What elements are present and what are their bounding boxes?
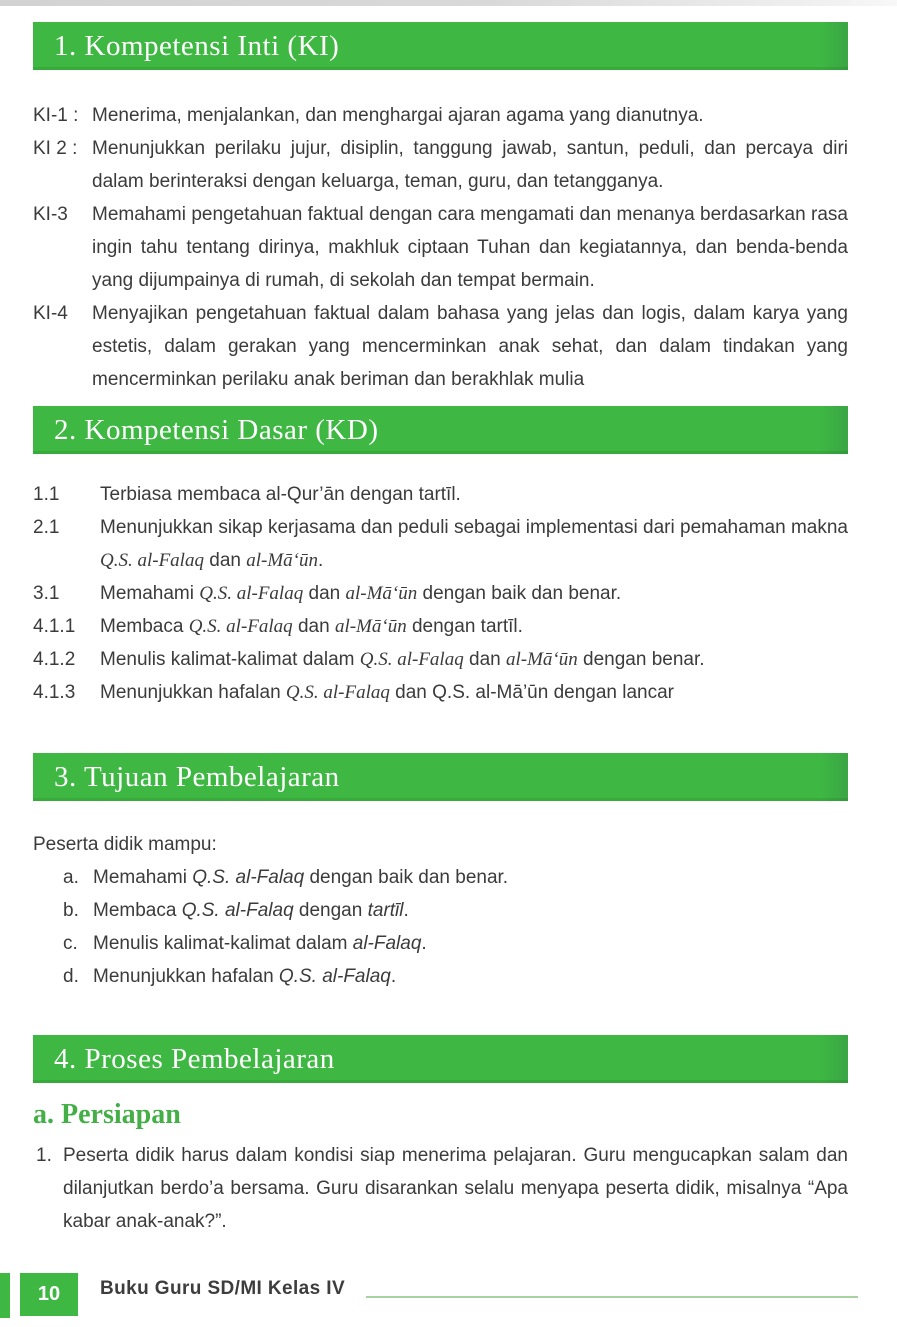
section-header-tujuan-pembelajaran: [33, 753, 848, 801]
list-item-text: Menunjukkan hafalan Q.S. al-Falaq dan Q.S. al-Mā’ūn dengan lancar: [100, 682, 675, 703]
list-item-label: b.: [63, 900, 79, 921]
list-item-label: 4.1.3: [33, 682, 76, 703]
list-item-text: Membaca Q.S. al-Falaq dan al-Mā‘ūn dengan tartīl.: [100, 616, 523, 637]
list-item-label: 4.1.2: [33, 649, 76, 670]
list-item: [63, 927, 848, 960]
list-item: [33, 676, 848, 709]
list-item: [63, 894, 848, 927]
section-title: 4. Proses Pembelajaran: [54, 1042, 335, 1075]
list-item-label: 1.: [36, 1145, 52, 1166]
section-header-proses-pembelajaran: [33, 1035, 848, 1083]
persiapan-list: [36, 1139, 848, 1238]
footer-book-title: Buku Guru SD/MI Kelas IV: [100, 1278, 346, 1299]
list-item: [33, 577, 848, 610]
list-item: [33, 297, 848, 396]
list-item-text: Memahami pengetahuan faktual dengan cara mengamati dan menanya berdasarkan rasa ingin tahu tentang dirinya, makhluk ciptaan Tuhan dan kegiatannya, dan benda-benda yang dijumpainya di rumah, di sekolah dan tempat bermain.: [92, 204, 848, 291]
list-item-label: d.: [63, 966, 79, 987]
list-item-text: Memahami Q.S. al-Falaq dan al-Mā‘ūn dengan baik dan benar.: [100, 583, 622, 604]
list-item-label: KI-3: [33, 204, 68, 225]
list-item-label: KI-1 :: [33, 105, 79, 126]
section-header-kompetensi-inti: [33, 22, 848, 70]
list-item-text: Menulis kalimat-kalimat dalam al-Falaq.: [93, 933, 427, 954]
section-header-kompetensi-dasar: [33, 406, 848, 454]
list-item: [63, 861, 848, 894]
ki-list: [33, 99, 848, 396]
list-item: [33, 478, 848, 511]
kd-list: [33, 478, 848, 709]
persiapan-subheading: a. Persiapan: [33, 1099, 181, 1130]
list-item-label: KI-4: [33, 303, 68, 324]
footer-rule: [366, 1296, 858, 1298]
list-item: [33, 511, 848, 577]
section-title: 2. Kompetensi Dasar (KD): [54, 413, 379, 446]
list-item: [36, 1139, 848, 1238]
list-item: [63, 960, 848, 993]
list-item-text: Menunjukkan sikap kerjasama dan peduli sebagai implementasi dari pemahaman makna Q.S. al-Falaq dan al-Mā‘ūn.: [100, 517, 848, 571]
section-title: 3. Tujuan Pembelajaran: [54, 760, 340, 793]
section-title: 1. Kompetensi Inti (KI): [54, 29, 340, 62]
list-item-label: a.: [63, 867, 79, 888]
list-item: [33, 610, 848, 643]
list-item: [33, 198, 848, 297]
page-number-badge: [20, 1273, 78, 1316]
list-item-text: Menunjukkan hafalan Q.S. al-Falaq.: [93, 966, 397, 987]
list-item-text: Peserta didik harus dalam kondisi siap menerima pelajaran. Guru mengucapkan salam dan dilanjutkan berdo’a bersama. Guru disarankan selalu menyapa peserta didik, misalnya “Apa kabar anak-anak?”.: [63, 1145, 848, 1232]
list-item-label: 4.1.1: [33, 616, 76, 637]
list-item: [33, 132, 848, 198]
tujuan-intro: Peserta didik mampu:: [33, 834, 217, 855]
footer-edge-bar: [0, 1273, 10, 1318]
list-item-label: 2.1: [33, 517, 60, 538]
list-item: [33, 643, 848, 676]
list-item-text: Terbiasa membaca al-Qur’ān dengan tartīl.: [100, 484, 461, 505]
list-item-text: Membaca Q.S. al-Falaq dengan tartīl.: [93, 900, 409, 921]
scan-edge-strip: [0, 0, 897, 6]
list-item: [33, 99, 848, 132]
list-item-text: Menyajikan pengetahuan faktual dalam bahasa yang jelas dan logis, dalam karya yang estetis, dalam gerakan yang mencerminkan anak sehat, dan dalam tindakan yang mencerminkan perilaku anak beriman dan berakhlak mulia: [92, 303, 848, 390]
list-item-text: Menulis kalimat-kalimat dalam Q.S. al-Falaq dan al-Mā‘ūn dengan benar.: [100, 649, 705, 670]
list-item-text: Memahami Q.S. al-Falaq dengan baik dan benar.: [93, 867, 509, 888]
list-item-text: Menunjukkan perilaku jujur, disiplin, tanggung jawab, santun, peduli, dan percaya diri dalam berinteraksi dengan keluarga, teman, guru, dan tetangganya.: [92, 138, 848, 192]
list-item-text: Menerima, menjalankan, dan menghargai ajaran agama yang dianutnya.: [92, 105, 704, 126]
list-item-label: 1.1: [33, 484, 60, 505]
tujuan-list: [63, 861, 848, 993]
list-item-label: KI 2 :: [33, 138, 78, 159]
list-item-label: c.: [63, 933, 78, 954]
page-number: 10: [37, 1283, 61, 1305]
list-item-label: 3.1: [33, 583, 60, 604]
